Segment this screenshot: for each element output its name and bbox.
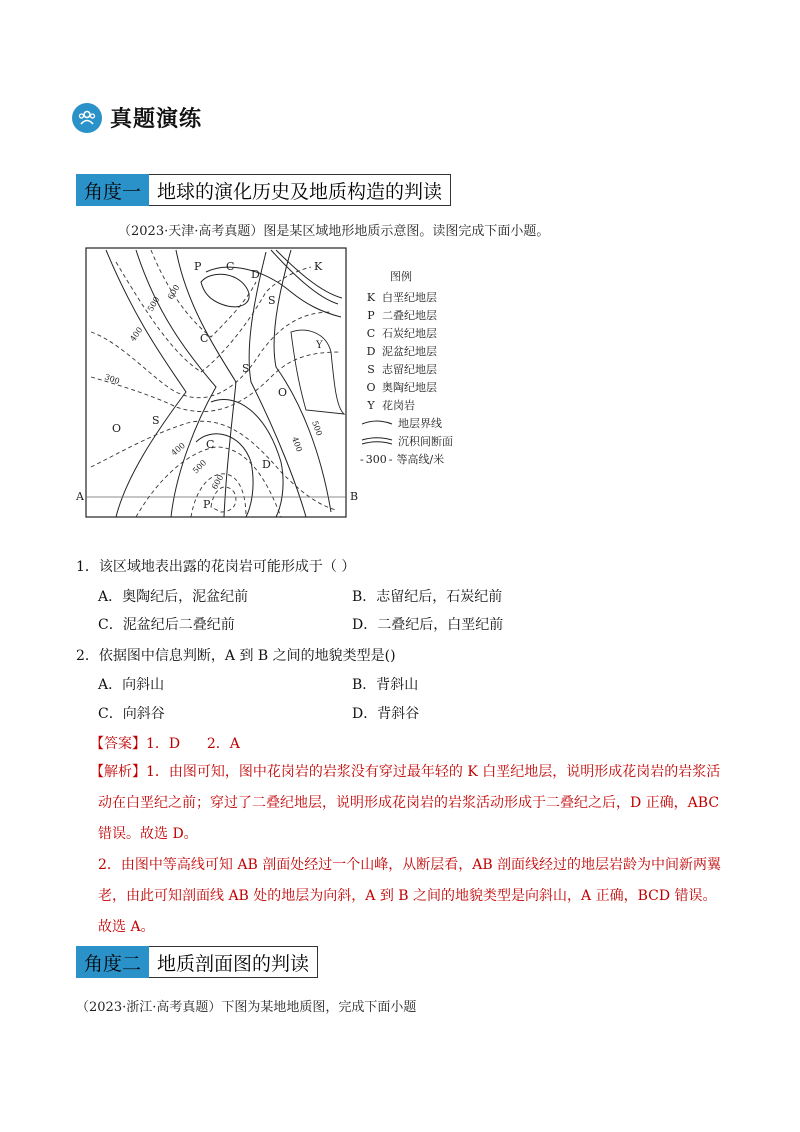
contour-label: 500 <box>191 458 209 476</box>
stratum-label: S <box>152 414 160 427</box>
stratum-label: D <box>262 458 271 471</box>
stratum-label: P <box>194 260 202 273</box>
legend-item: D 泥盆纪地层 <box>366 344 437 358</box>
answer-line <box>90 733 240 753</box>
question-1-option-c: C．泥盆纪后二叠纪前 <box>98 617 235 633</box>
contour-label: 300 <box>103 372 121 387</box>
legend-item: K 白垩纪地层 <box>366 290 437 304</box>
point-a-label: A <box>76 490 84 503</box>
angle-2-title: 地质剖面图的判读 <box>149 946 318 978</box>
contour-label: 400 <box>290 435 304 454</box>
answer-text: 1．D 2．A <box>146 736 240 752</box>
contour-label: 500 <box>145 295 162 313</box>
legend-item: Y 花岗岩 <box>367 398 415 412</box>
legend-item: P 二叠纪地层 <box>367 308 437 322</box>
question-intro-1: （2023·天津·高考真题）图是某区域地形地质示意图。读图完成下面小题。 <box>118 224 550 239</box>
section-header <box>72 102 202 133</box>
contour-label: 500 <box>310 419 324 438</box>
question-1-option-a: A．奥陶纪后，泥盆纪前 <box>98 589 249 605</box>
analysis-text-1: 1．由图可知，图中花岗岩的岩浆没有穿过最年轻的 K 白垩纪地层，说明形成花岗岩的岩浆活动在白垩纪之前；穿过了二叠纪地层，说明形成花岗岩的岩浆活动形成于二叠纪之后，D 正确，ABC 错误。故选 D。 <box>98 764 721 842</box>
point-b-label: B <box>350 490 359 503</box>
section-title: 真题演练 <box>110 107 203 132</box>
stratum-label: O <box>278 386 288 399</box>
contour-label: 600 <box>209 473 226 491</box>
legend-unconformity-line: 沉积间断面 <box>360 432 453 450</box>
stratum-label: C <box>206 438 215 451</box>
analysis-label: 【解析】 <box>90 764 146 780</box>
stratum-label: O <box>112 422 122 435</box>
geologic-map <box>76 242 366 524</box>
stratum-label: D <box>251 268 260 281</box>
question-2-option-c: C．向斜谷 <box>98 706 165 722</box>
question-2-option-a: A．向斜山 <box>98 677 165 693</box>
stratum-label: S <box>268 294 276 307</box>
legend-title: 图例 <box>390 270 412 283</box>
question-1-option-d: D．二叠纪后，白垩纪前 <box>352 617 504 633</box>
angle-2-tag: 角度二 <box>76 946 149 978</box>
contour-label: 400 <box>169 440 187 458</box>
question-2-option-d: D．背斜谷 <box>352 706 420 722</box>
angle-2-header <box>76 946 318 978</box>
legend-item: S 志留纪地层 <box>367 362 437 376</box>
people-icon <box>72 103 102 133</box>
stratum-label: K <box>314 260 323 273</box>
answer-label: 【答案】 <box>90 736 146 752</box>
question-1-option-b: B．志留纪后，石炭纪前 <box>352 589 503 605</box>
analysis-text-2: 2．由图中等高线可知 AB 剖面处经过一个山峰，从断层看，AB 剖面线经过的地层岩龄为中间新两翼老，由此可知剖面线 AB 处的地层为向斜，A 到 B 之间的地貌类型是向斜山，A 正确，BCD 错误。故选 A。 <box>98 857 722 935</box>
question-2-option-b: B．背斜山 <box>352 677 419 693</box>
angle-1-header <box>76 174 451 206</box>
legend-item: C 石炭纪地层 <box>366 326 437 340</box>
legend-item: O 奥陶纪地层 <box>366 380 437 394</box>
question-1-stem: 1．该区域地表出露的花岗岩可能形成于（ ） <box>76 559 356 575</box>
question-2-stem: 2．依据图中信息判断，A 到 B 之间的地貌类型是() <box>76 648 396 664</box>
map-legend <box>360 268 453 468</box>
angle-1-tag: 角度一 <box>76 174 149 206</box>
stratum-label: C <box>226 260 235 273</box>
stratum-label: P <box>203 498 211 511</box>
stratum-label: S <box>242 362 250 375</box>
angle-1-title: 地球的演化历史及地质构造的判读 <box>149 174 451 206</box>
legend-boundary-line: 地层界线 <box>360 414 453 432</box>
question-intro-2: （2023·浙江·高考真题）下图为某地地质图，完成下面小题 <box>76 1000 417 1015</box>
contour-label: 600 <box>165 283 182 301</box>
contour-label: 400 <box>128 325 145 344</box>
legend-contour-line: - 300 - 等高线/米 <box>360 452 445 466</box>
analysis-paragraph-2 <box>98 850 730 943</box>
granite-label: Y <box>316 340 323 351</box>
stratum-label: C <box>200 332 209 345</box>
analysis-paragraph-1 <box>90 757 730 850</box>
